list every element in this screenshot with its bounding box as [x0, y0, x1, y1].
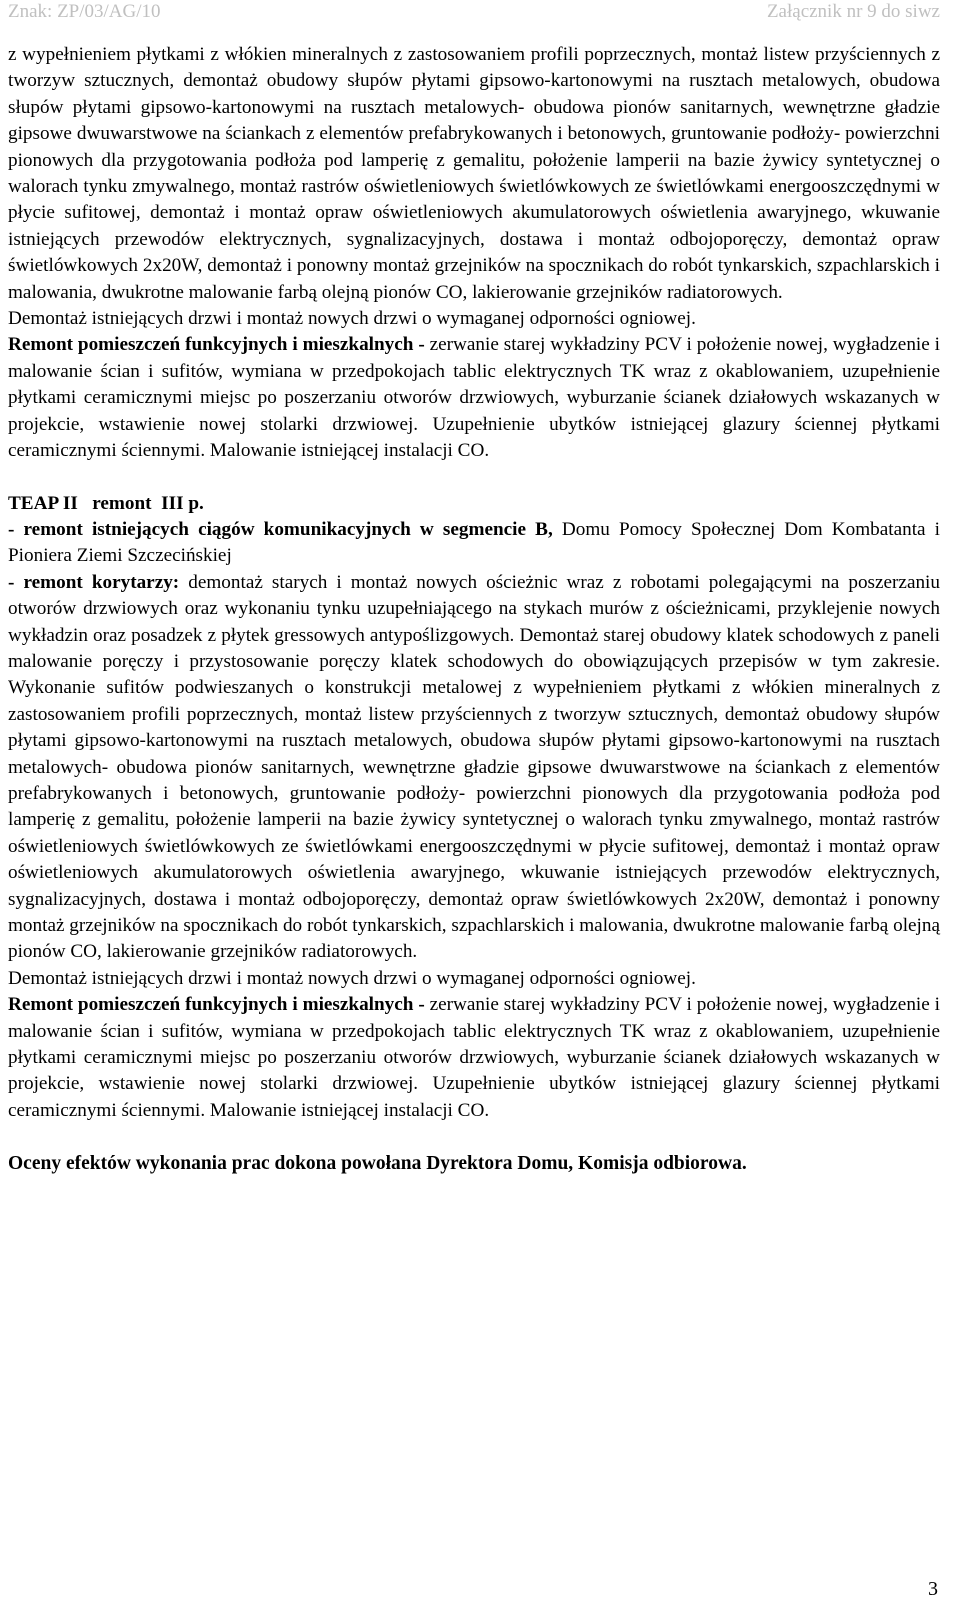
paragraph-lead: - remont korytarzy: — [8, 571, 180, 593]
paragraph-body: zerwanie starej wykładziny PCV i położenie nowej, wygładzenie i malowanie ścian i sufitów, wymiana w przedpokojach tablic elektrycznych TK wraz z okablowaniem, uzupełnienie płytkami ceramicznymi miejsc po poszerzaniu otworów drzwiowych, wyburzanie ścianek działowych wskazanych w projekcie, wstawienie nowej stolarki drzwiowej. Uzupełnienie ubytków istniejącej glazury ściennej płytkami ceramicznymi ściennymi. Malowanie istniejącej instalacji CO. — [8, 334, 940, 462]
section-heading-text: TEAP II remont III p. — [8, 492, 204, 514]
page-number: 3 — [928, 1578, 938, 1600]
header-doc-code: Znak: ZP/03/AG/10 — [8, 1, 161, 22]
paragraph-body: zerwanie starej wykładziny PCV i położenie nowej, wygładzenie i malowanie ścian i sufitów, wymiana w przedpokojach tablic elektrycznych TK wraz z okablowaniem, uzupełnienie płytkami ceramicznymi miejsc po poszerzaniu otworów drzwiowych, wyburzanie ścianek działowych wskazanych w projekcie, wstawienie nowej stolarki drzwiowej. Uzupełnienie ubytków istniejącej glazury ściennej płytkami ceramicznymi ściennymi. Malowanie istniejącej instalacji CO. — [8, 994, 940, 1121]
paragraph — [8, 992, 940, 1124]
paragraph — [8, 517, 940, 570]
header-attachment-label: Załącznik nr 9 do siwz — [766, 1, 940, 22]
paragraph: z wypełnieniem płytkami z włókien mineralnych z zastosowaniem profili poprzecznych, montaż listew przyściennych z tworzyw sztucznych, demontaż obudowy słupów płytami gipsowo-kartonowymi na rusztach metalowych, obudowa słupów płytami gipsowo-kartonowymi na rusztach metalowych- obudowa pionów sanitarnych, wewnętrzne gładzie gipsowe dwuwarstwowe na ściankach z elementów prefabrykowanych i betonowych, gruntowanie podłoży- powierzchni pionowych dla przygotowania podłoża pod lamperię z gemalitu, położenie lamperii na bazie żywicy syntetycznej o walorach tynku zmywalnego, montaż rastrów oświetleniowych świetlówkowych ze świetlówkami energooszczędnymi w płycie sufitowej, demontaż i montaż opraw oświetleniowych akumulatorowych oświetlenia awaryjnego, wkuwanie istniejących przewodów elektrycznych, sygnalizacyjnych, dostawa i montaż odbojoporęczy, demontaż opraw świetlówkowych 2x20W, demontaż i ponowny montaż grzejników na spocznikach do robót tynkarskich, szpachlarskich i malowania, dwukrotne malowanie farbą olejną pionów CO, lakierowanie grzejników radiatorowych. — [8, 44, 940, 303]
paragraph-body: demontaż starych i montaż nowych ościeżnic wraz z robotami polegającymi na poszerzaniu otworów drzwiowych oraz wykonaniu tynku uzupełniającego na stykach murów z ościeżnicami, przyklejenie nowych wykładzin oraz posadzek z płytek gressowych antypoślizgowych. Demontaż starej obudowy klatek schodowych z paneli malowanie poręczy i przystosowanie poręczy klatek schodowych do obowiązujących przepisów w tym zakresie. Wykonanie sufitów podwieszanych o konstrukcji metalowej z wypełnieniem płytkami z włókien mineralnych z zastosowaniem profili poprzecznych, montaż listew przyściennych z tworzyw sztucznych, demontaż obudowy słupów płytami gipsowo-kartonowymi na rusztach metalowych, obudowa słupów płytami gipsowo-kartonowymi na rusztach metalowych- obudowa pionów sanitarnych, wewnętrzne gładzie gipsowe dwuwarstwowe na ściankach z elementów prefabrykowanych i betonowych, gruntowanie podłoży- powierzchni pionowych dla przygotowania podłoża pod lamperię z gemalitu, położenie lamperii na bazie żywicy syntetycznej o walorach tynku zmywalnego, montaż rastrów oświetleniowych świetlówkowych ze świetlówkami energooszczędnymi w płycie sufitowej, demontaż i montaż opraw oświetleniowych akumulatorowych oświetlenia awaryjnego, wkuwanie istniejących przewodów elektrycznych, sygnalizacyjnych, dostawa i montaż odbojoporęczy, demontaż opraw świetlówkowych 2x20W, demontaż i ponowny montaż grzejników na spocznikach do robót tynkarskich, szpachlarskich i malowania, dwukrotne malowanie farbą olejną pionów CO, lakierowanie grzejników radiatorowych. — [8, 571, 940, 963]
final-note — [8, 1150, 940, 1177]
section-stage-ii — [8, 491, 940, 1125]
paragraph: Demontaż istniejących drzwi i montaż nowych drzwi o wymaganej odporności ogniowej. — [8, 967, 696, 989]
paragraph-lead: - remont istniejących ciągów komunikacyjnych w segmencie B, — [8, 518, 553, 540]
page-header — [8, 0, 940, 24]
paragraph-body: Domu Pomocy Społecznej Dom Kombatanta i Pioniera Ziemi Szczecińskiej — [8, 518, 940, 567]
paragraph — [8, 332, 940, 464]
final-note-text: Oceny efektów wykonania prac dokona powołana Dyrektora Domu, Komisja odbiorowa. — [8, 1153, 747, 1175]
paragraph-lead: Remont pomieszczeń funkcyjnych i mieszkalnych - — [8, 994, 425, 1016]
section-continuation — [8, 42, 940, 465]
section-heading — [8, 491, 940, 517]
paragraph — [8, 570, 940, 966]
paragraph: Demontaż istniejących drzwi i montaż nowych drzwi o wymaganej odporności ogniowej. — [8, 308, 696, 330]
paragraph-lead: Remont pomieszczeń funkcyjnych i mieszkalnych - — [8, 334, 425, 356]
